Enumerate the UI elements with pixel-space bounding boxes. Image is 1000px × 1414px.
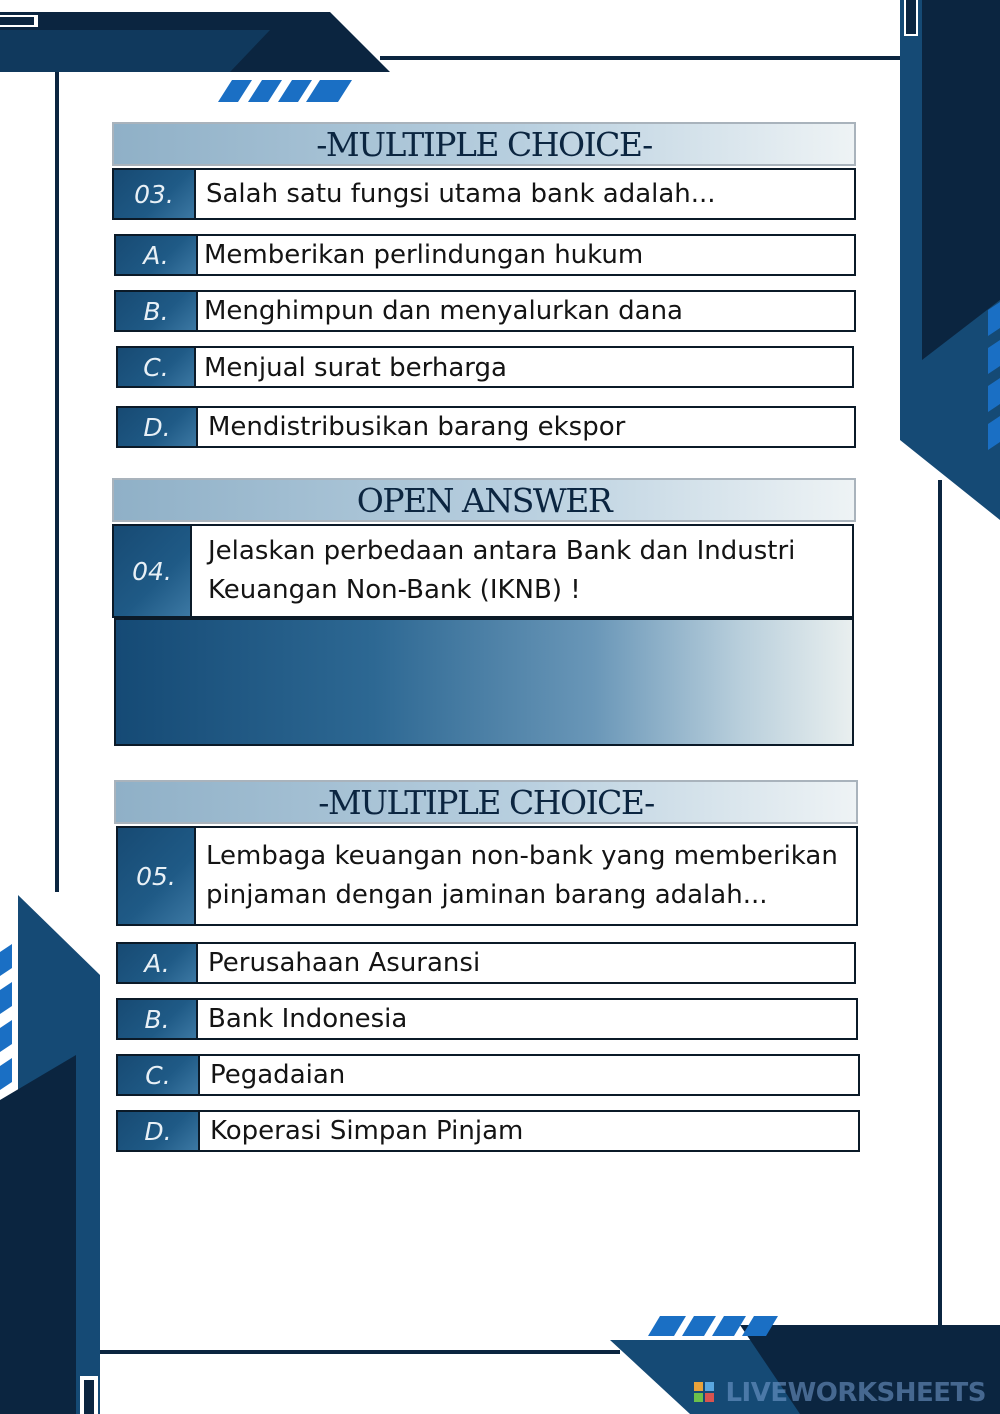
option-letter: C. xyxy=(118,1056,200,1094)
option-letter: B. xyxy=(118,1000,198,1038)
question-number: 04. xyxy=(114,526,192,616)
question-number: 03. xyxy=(114,170,196,218)
option-text: Mendistribusikan barang ekspor xyxy=(208,412,626,442)
option-text: Menghimpun dan menyalurkan dana xyxy=(204,296,683,326)
option-letter: A. xyxy=(118,944,198,982)
option-b[interactable] xyxy=(116,998,858,1040)
option-c[interactable] xyxy=(116,1054,860,1096)
option-d[interactable] xyxy=(116,406,856,448)
question-text: Jelaskan perbedaan antara Bank dan Industri Keuangan Non-Bank (IKNB) ! xyxy=(208,536,796,605)
option-text: Perusahaan Asuransi xyxy=(208,948,481,978)
option-c[interactable] xyxy=(116,346,854,388)
watermark: LIVEWORKSHEETS xyxy=(725,1378,986,1408)
option-letter: A. xyxy=(116,236,198,274)
question-number: 05. xyxy=(118,828,196,924)
option-letter: C. xyxy=(118,348,196,386)
open-answer-box[interactable] xyxy=(114,618,854,746)
option-d[interactable] xyxy=(116,1110,860,1152)
question-text: Lembaga keuangan non-bank yang memberikan pinjaman dengan jaminan barang adalah... xyxy=(206,841,838,910)
option-b[interactable] xyxy=(114,290,856,332)
option-text: Koperasi Simpan Pinjam xyxy=(210,1116,524,1146)
section-header-open-answer: OPEN ANSWER xyxy=(112,478,856,522)
option-text: Menjual surat berharga xyxy=(204,353,507,383)
option-letter: D. xyxy=(118,1112,200,1150)
section-header-multiple-choice-1: -MULTIPLE CHOICE- xyxy=(112,122,856,166)
section-header-multiple-choice-2: -MULTIPLE CHOICE- xyxy=(114,780,858,824)
question-text: Salah satu fungsi utama bank adalah... xyxy=(206,179,716,209)
option-letter: B. xyxy=(116,292,198,330)
option-text: Pegadaian xyxy=(210,1060,346,1090)
liveworksheets-logo-icon xyxy=(694,1382,714,1402)
option-text: Memberikan perlindungan hukum xyxy=(204,240,644,270)
option-a[interactable] xyxy=(116,942,856,984)
question-row-05 xyxy=(116,826,858,926)
option-letter: D. xyxy=(118,408,198,446)
question-row-04 xyxy=(112,524,854,618)
option-text: Bank Indonesia xyxy=(208,1004,408,1034)
question-row-03 xyxy=(112,168,856,220)
option-a[interactable] xyxy=(114,234,856,276)
